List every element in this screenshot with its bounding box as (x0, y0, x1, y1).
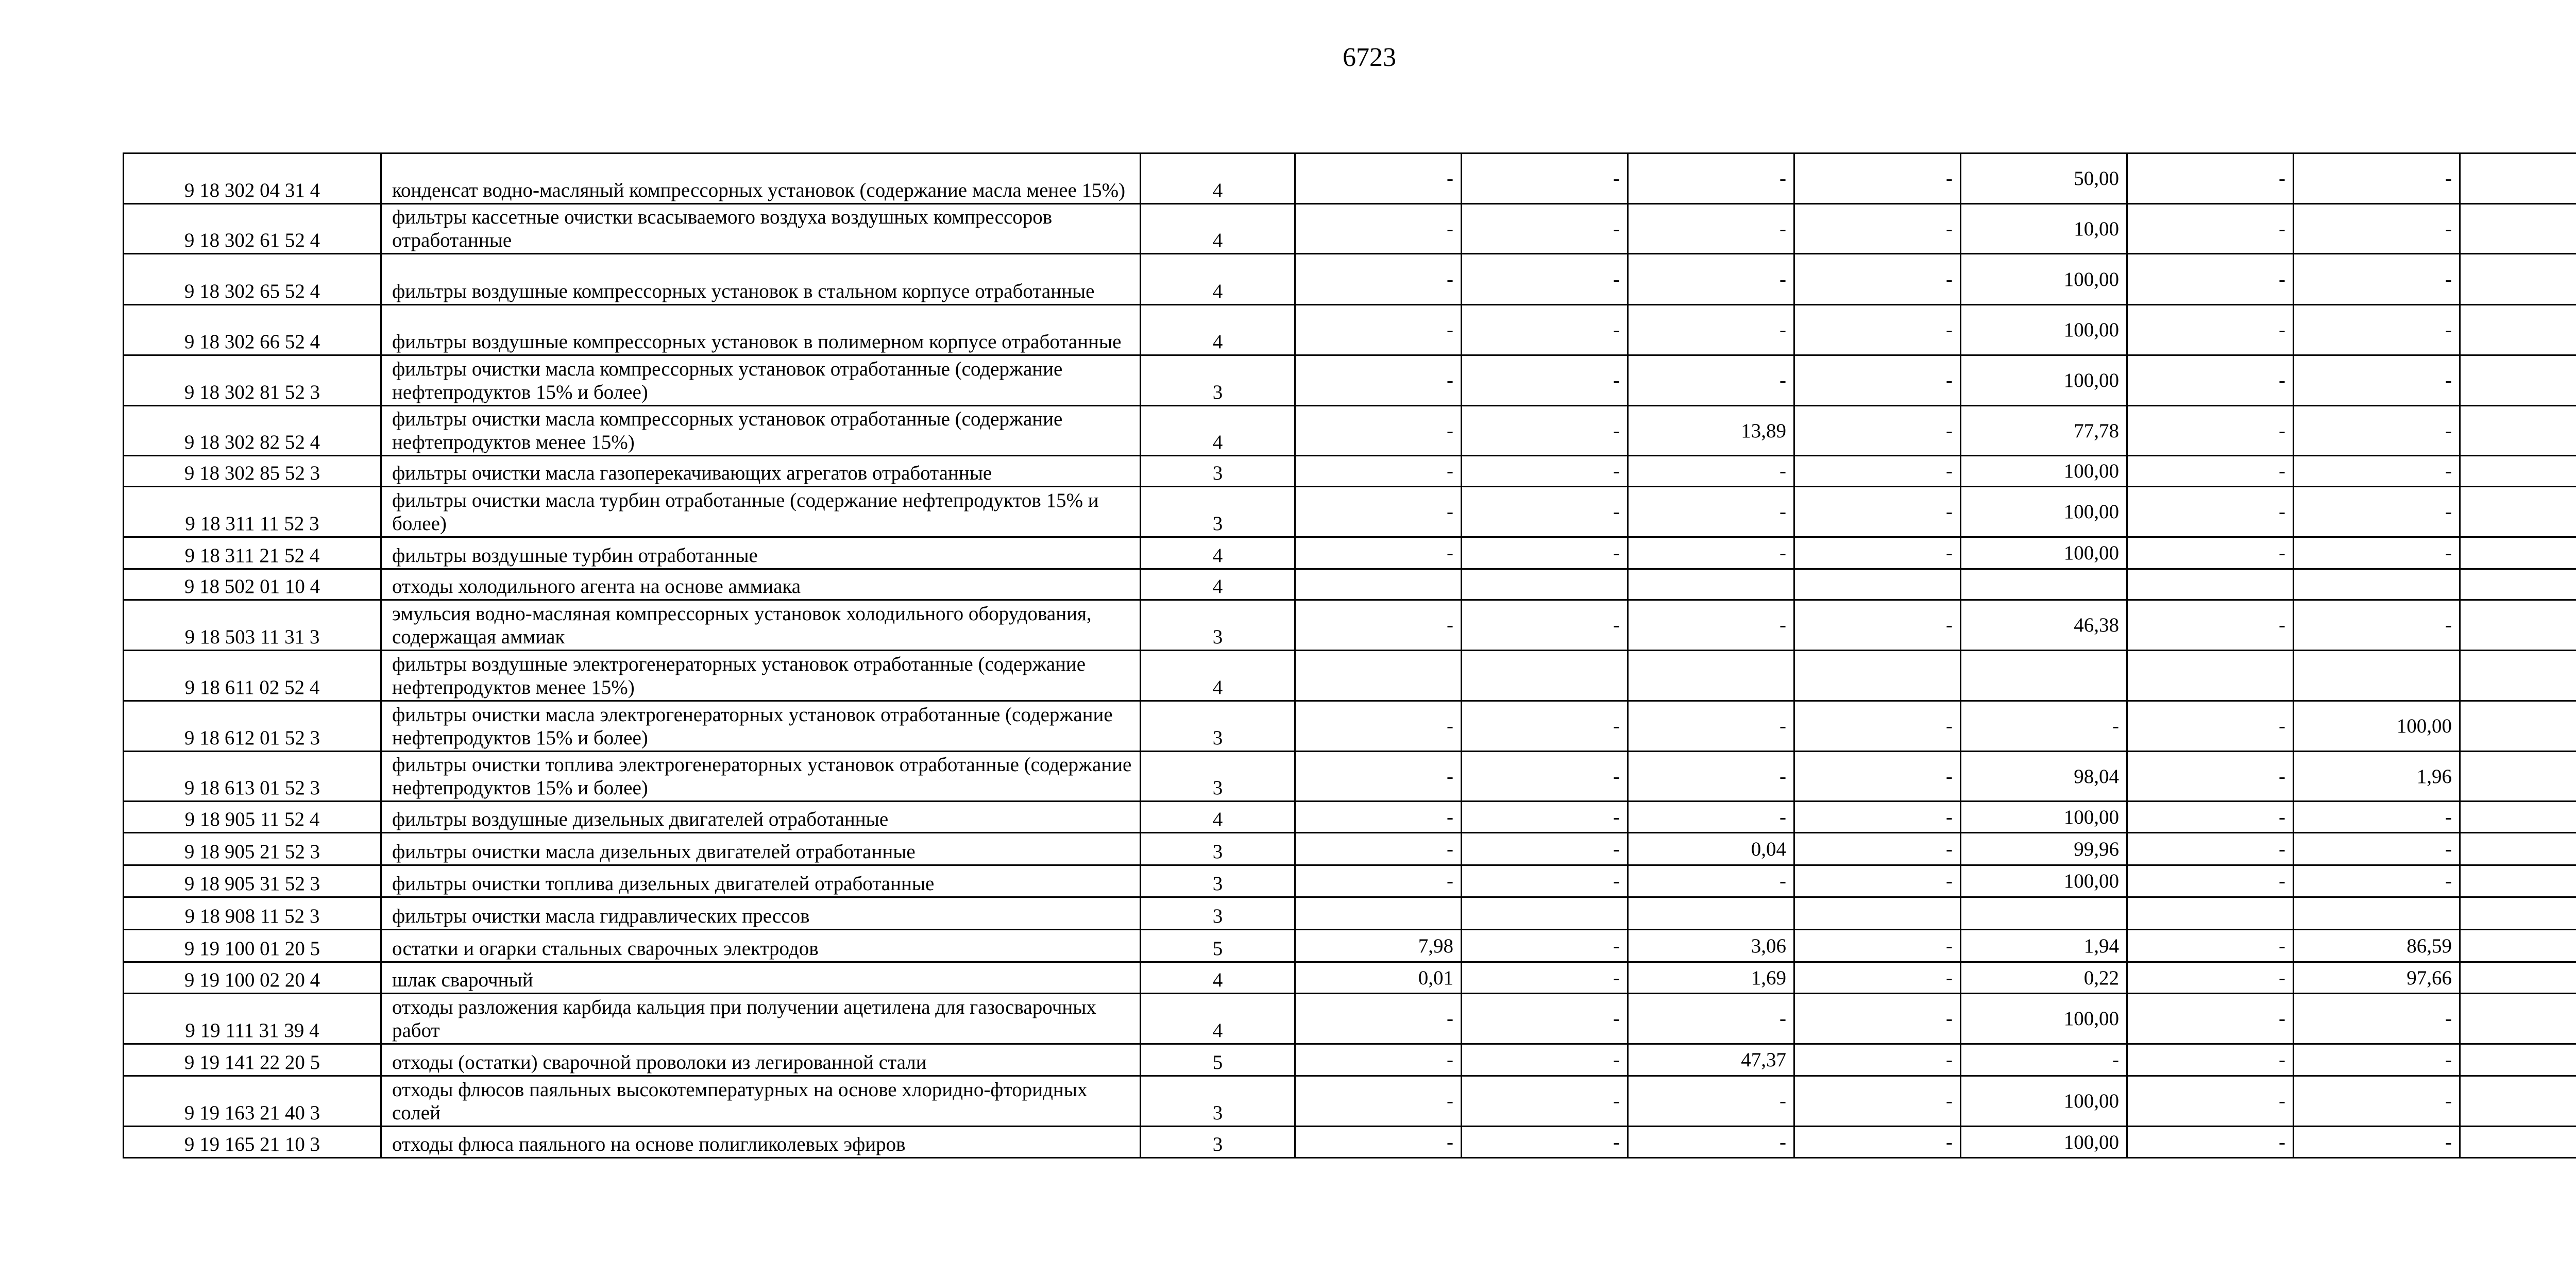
waste-name-cell: фильтры воздушные дизельных двигателей отработанные (381, 802, 1141, 833)
value-cell: - (2294, 1127, 2460, 1158)
value-cell: 100,00 (1961, 1127, 2127, 1158)
value-cell: - (1961, 701, 2127, 752)
hazard-class-cell: 3 (1141, 456, 1295, 487)
value-cell: - (1794, 154, 1961, 204)
waste-name-cell: фильтры очистки топлива дизельных двигателей отработанные (381, 865, 1141, 897)
page-number: 6723 (1343, 43, 1396, 72)
hazard-class-cell: 4 (1141, 962, 1295, 994)
value-cell: 100,00 (1961, 802, 2127, 833)
table-row (124, 833, 2576, 865)
waste-name-cell: фильтры воздушные турбин отработанные (381, 537, 1141, 569)
table-row (124, 600, 2576, 651)
value-cell: - (2294, 802, 2460, 833)
hazard-class-cell: 5 (1141, 1044, 1295, 1076)
hazard-class-cell: 4 (1141, 994, 1295, 1044)
value-cell: - (1462, 994, 1628, 1044)
value-cell: - (1794, 254, 1961, 305)
value-cell: - (1462, 1044, 1628, 1076)
value-cell: 100,00 (1961, 487, 2127, 537)
value-cell (2460, 865, 2576, 897)
waste-name-cell: фильтры кассетные очистки всасываемого воздуха воздушных компрессоров отработанные (381, 204, 1141, 254)
value-cell: - (1794, 537, 1961, 569)
value-cell: 10,00 (1961, 204, 2127, 254)
value-cell: - (1794, 456, 1961, 487)
value-cell: - (1794, 962, 1961, 994)
waste-name-cell: отходы флюса паяльного на основе полигликолевых эфиров (381, 1127, 1141, 1158)
value-cell: 47,37 (1628, 1044, 1794, 1076)
waste-code-cell: 9 18 311 11 52 3 (124, 487, 381, 537)
value-cell: - (1462, 865, 1628, 897)
value-cell: - (1794, 1127, 1961, 1158)
waste-code-cell: 9 18 302 81 52 3 (124, 355, 381, 406)
value-cell: - (1295, 487, 1462, 537)
value-cell: 46,38 (1961, 600, 2127, 651)
value-cell: - (2294, 254, 2460, 305)
waste-name-cell: фильтры воздушные компрессорных установок в стальном корпусе отработанные (381, 254, 1141, 305)
table-row (124, 994, 2576, 1044)
table-row (124, 406, 2576, 456)
value-cell: - (1794, 994, 1961, 1044)
value-cell: - (2127, 537, 2294, 569)
value-cell: - (1462, 600, 1628, 651)
waste-name-cell: фильтры очистки масла газоперекачивающих агрегатов отработанные (381, 456, 1141, 487)
value-cell: - (1628, 305, 1794, 355)
value-cell: - (2294, 305, 2460, 355)
waste-code-cell: 9 18 503 11 31 3 (124, 600, 381, 651)
value-cell: - (2127, 487, 2294, 537)
value-cell: - (1462, 305, 1628, 355)
table-row (124, 930, 2576, 962)
value-cell: - (2294, 204, 2460, 254)
value-cell: 0,01 (1295, 962, 1462, 994)
value-cell: - (2127, 406, 2294, 456)
value-cell (2127, 651, 2294, 701)
value-cell: - (1462, 254, 1628, 305)
value-cell: - (1295, 305, 1462, 355)
value-cell: 13,89 (1628, 406, 1794, 456)
value-cell: 7,98 (1295, 930, 1462, 962)
value-cell: 100,00 (1961, 994, 2127, 1044)
value-cell: - (1295, 833, 1462, 865)
waste-code-cell: 9 18 612 01 52 3 (124, 701, 381, 752)
value-cell: - (1295, 204, 1462, 254)
waste-code-cell: 9 18 502 01 10 4 (124, 569, 381, 600)
hazard-class-cell: 3 (1141, 600, 1295, 651)
value-cell (2460, 994, 2576, 1044)
value-cell: - (1462, 752, 1628, 802)
value-cell: - (1462, 355, 1628, 406)
table-row (124, 487, 2576, 537)
waste-name-cell: отходы разложения карбида кальция при получении ацетилена для газосварочных работ (381, 994, 1141, 1044)
waste-code-cell: 9 18 611 02 52 4 (124, 651, 381, 701)
hazard-class-cell: 3 (1141, 355, 1295, 406)
table-row (124, 865, 2576, 897)
value-cell: - (2127, 600, 2294, 651)
value-cell: - (1628, 994, 1794, 1044)
value-cell: - (1628, 1076, 1794, 1127)
table-row (124, 651, 2576, 701)
value-cell (2460, 701, 2576, 752)
value-cell: - (2127, 701, 2294, 752)
value-cell: 3,06 (1628, 930, 1794, 962)
value-cell: - (2294, 994, 2460, 1044)
waste-code-cell: 9 19 163 21 40 3 (124, 1076, 381, 1127)
value-cell (2460, 752, 2576, 802)
value-cell: - (2127, 204, 2294, 254)
value-cell: - (2294, 154, 2460, 204)
value-cell: - (1295, 802, 1462, 833)
value-cell: - (1794, 600, 1961, 651)
value-cell (2294, 651, 2460, 701)
value-cell: - (2294, 537, 2460, 569)
value-cell (1794, 897, 1961, 930)
value-cell: - (2294, 355, 2460, 406)
table-row (124, 1044, 2576, 1076)
table-row (124, 154, 2576, 204)
waste-name-cell: эмульсия водно-масляная компрессорных установок холодильного оборудования, содержащая аммиак (381, 600, 1141, 651)
hazard-class-cell: 4 (1141, 537, 1295, 569)
value-cell: 97,66 (2294, 962, 2460, 994)
value-cell: - (1295, 154, 1462, 204)
table-row (124, 962, 2576, 994)
waste-name-cell: шлак сварочный (381, 962, 1141, 994)
value-cell (2460, 537, 2576, 569)
waste-code-cell: 9 18 311 21 52 4 (124, 537, 381, 569)
value-cell: - (2127, 994, 2294, 1044)
value-cell (1961, 651, 2127, 701)
value-cell: - (2127, 1044, 2294, 1076)
hazard-class-cell: 3 (1141, 701, 1295, 752)
value-cell: - (1794, 930, 1961, 962)
value-cell: 100,00 (1961, 865, 2127, 897)
value-cell (1295, 651, 1462, 701)
value-cell: 0,04 (1628, 833, 1794, 865)
table-row (124, 254, 2576, 305)
value-cell: - (1295, 600, 1462, 651)
waste-name-cell: конденсат водно-масляный компрессорных установок (содержание масла менее 15%) (381, 154, 1141, 204)
value-cell: - (1961, 1044, 2127, 1076)
hazard-class-cell: 3 (1141, 897, 1295, 930)
waste-name-cell: остатки и огарки стальных сварочных электродов (381, 930, 1141, 962)
waste-code-cell: 9 19 141 22 20 5 (124, 1044, 381, 1076)
value-cell (1295, 569, 1462, 600)
hazard-class-cell: 4 (1141, 154, 1295, 204)
hazard-class-cell: 4 (1141, 254, 1295, 305)
table-row (124, 1127, 2576, 1158)
value-cell: - (2127, 802, 2294, 833)
value-cell (2460, 833, 2576, 865)
value-cell (2460, 204, 2576, 254)
value-cell (2460, 1076, 2576, 1127)
value-cell: - (1462, 406, 1628, 456)
value-cell: - (1462, 487, 1628, 537)
hazard-class-cell: 5 (1141, 930, 1295, 962)
value-cell (2460, 154, 2576, 204)
value-cell (2460, 600, 2576, 651)
value-cell: - (1794, 752, 1961, 802)
value-cell: 1,96 (2294, 752, 2460, 802)
waste-name-cell: фильтры очистки масла электрогенераторных установок отработанные (содержание нефтепродуктов 15% и более) (381, 701, 1141, 752)
hazard-class-cell: 3 (1141, 487, 1295, 537)
value-cell: - (2127, 930, 2294, 962)
value-cell: - (1628, 355, 1794, 406)
value-cell: - (1628, 204, 1794, 254)
value-cell (2460, 254, 2576, 305)
value-cell (2460, 1127, 2576, 1158)
value-cell: - (2294, 487, 2460, 537)
table-row (124, 897, 2576, 930)
value-cell (1295, 897, 1462, 930)
value-cell: - (2294, 600, 2460, 651)
table-row (124, 1076, 2576, 1127)
table-row (124, 802, 2576, 833)
waste-name-cell: отходы флюсов паяльных высокотемпературных на основе хлоридно-фторидных солей (381, 1076, 1141, 1127)
value-cell: - (1295, 355, 1462, 406)
waste-name-cell: фильтры очистки масла турбин отработанные (содержание нефтепродуктов 15% и более) (381, 487, 1141, 537)
value-cell: - (1462, 204, 1628, 254)
value-cell: - (1462, 833, 1628, 865)
value-cell: - (1462, 802, 1628, 833)
waste-name-cell: фильтры очистки топлива электрогенераторных установок отработанные (содержание нефтепродуктов 15% и более) (381, 752, 1141, 802)
value-cell: 100,00 (1961, 456, 2127, 487)
value-cell: - (1295, 1127, 1462, 1158)
value-cell (2127, 897, 2294, 930)
waste-code-cell: 9 19 100 01 20 5 (124, 930, 381, 962)
table-row (124, 456, 2576, 487)
waste-code-cell: 9 18 302 82 52 4 (124, 406, 381, 456)
waste-table (123, 152, 2576, 1158)
value-cell: - (1462, 154, 1628, 204)
value-cell (2460, 355, 2576, 406)
value-cell: - (1794, 406, 1961, 456)
value-cell (1628, 897, 1794, 930)
waste-name-cell: фильтры воздушные электрогенераторных установок отработанные (содержание нефтепродуктов менее 15%) (381, 651, 1141, 701)
table-body (124, 154, 2576, 1158)
value-cell: - (2294, 406, 2460, 456)
value-cell: - (1794, 865, 1961, 897)
value-cell: - (1794, 1076, 1961, 1127)
hazard-class-cell: 4 (1141, 651, 1295, 701)
value-cell: - (1462, 1127, 1628, 1158)
hazard-class-cell: 3 (1141, 865, 1295, 897)
value-cell (2460, 456, 2576, 487)
value-cell: - (1295, 1044, 1462, 1076)
waste-code-cell: 9 18 302 61 52 4 (124, 204, 381, 254)
value-cell: - (1462, 456, 1628, 487)
value-cell (2127, 569, 2294, 600)
value-cell (2460, 962, 2576, 994)
value-cell: - (1462, 537, 1628, 569)
waste-code-cell: 9 19 100 02 20 4 (124, 962, 381, 994)
value-cell: - (1462, 1076, 1628, 1127)
value-cell: - (1462, 930, 1628, 962)
value-cell: - (1295, 752, 1462, 802)
hazard-class-cell: 3 (1141, 752, 1295, 802)
waste-code-cell: 9 18 302 65 52 4 (124, 254, 381, 305)
waste-name-cell: фильтры очистки масла гидравлических прессов (381, 897, 1141, 930)
value-cell: - (1628, 701, 1794, 752)
hazard-class-cell: 3 (1141, 1127, 1295, 1158)
value-cell: - (1628, 456, 1794, 487)
table-row (124, 569, 2576, 600)
value-cell: 100,00 (1961, 305, 2127, 355)
value-cell: - (1295, 994, 1462, 1044)
waste-name-cell: отходы холодильного агента на основе аммиака (381, 569, 1141, 600)
value-cell: - (1628, 537, 1794, 569)
value-cell: - (2294, 1044, 2460, 1076)
value-cell: - (2127, 865, 2294, 897)
value-cell: - (1628, 600, 1794, 651)
value-cell: - (1794, 701, 1961, 752)
value-cell: - (2127, 456, 2294, 487)
value-cell: - (2294, 865, 2460, 897)
value-cell: - (1295, 456, 1462, 487)
value-cell (2460, 897, 2576, 930)
value-cell: 1,94 (1961, 930, 2127, 962)
table-row (124, 701, 2576, 752)
value-cell: - (1794, 305, 1961, 355)
waste-code-cell: 9 18 905 31 52 3 (124, 865, 381, 897)
value-cell (2460, 569, 2576, 600)
value-cell: - (2294, 1076, 2460, 1127)
value-cell (2460, 305, 2576, 355)
value-cell: - (1462, 701, 1628, 752)
hazard-class-cell: 4 (1141, 305, 1295, 355)
table-row (124, 537, 2576, 569)
waste-code-cell: 9 18 908 11 52 3 (124, 897, 381, 930)
value-cell: 100,00 (1961, 355, 2127, 406)
value-cell: - (2294, 833, 2460, 865)
waste-code-cell: 9 18 302 66 52 4 (124, 305, 381, 355)
value-cell: - (1628, 865, 1794, 897)
waste-code-cell: 9 18 302 85 52 3 (124, 456, 381, 487)
value-cell (2460, 487, 2576, 537)
value-cell: 100,00 (2294, 701, 2460, 752)
value-cell: - (2127, 305, 2294, 355)
value-cell (1961, 897, 2127, 930)
value-cell: 100,00 (1961, 537, 2127, 569)
value-cell: - (2127, 752, 2294, 802)
value-cell: 0,22 (1961, 962, 2127, 994)
value-cell (1628, 569, 1794, 600)
hazard-class-cell: 4 (1141, 204, 1295, 254)
value-cell (2294, 897, 2460, 930)
value-cell: - (2127, 1076, 2294, 1127)
value-cell: - (2294, 456, 2460, 487)
waste-code-cell: 9 19 111 31 39 4 (124, 994, 381, 1044)
value-cell: 50,00 (1961, 154, 2127, 204)
value-cell (2460, 406, 2576, 456)
waste-code-cell: 9 18 905 11 52 4 (124, 802, 381, 833)
value-cell (1628, 651, 1794, 701)
value-cell (2460, 930, 2576, 962)
value-cell: - (1462, 962, 1628, 994)
value-cell: - (2127, 355, 2294, 406)
value-cell (1462, 569, 1628, 600)
value-cell: - (1628, 254, 1794, 305)
value-cell: 1,69 (1628, 962, 1794, 994)
hazard-class-cell: 4 (1141, 406, 1295, 456)
value-cell: - (1628, 802, 1794, 833)
value-cell: - (1295, 406, 1462, 456)
value-cell (1961, 569, 2127, 600)
value-cell (1794, 569, 1961, 600)
value-cell: - (2127, 833, 2294, 865)
value-cell: 86,59 (2294, 930, 2460, 962)
value-cell: - (1794, 833, 1961, 865)
hazard-class-cell: 3 (1141, 1076, 1295, 1127)
table-row (124, 204, 2576, 254)
value-cell: - (1794, 1044, 1961, 1076)
value-cell: - (2127, 254, 2294, 305)
value-cell: 99,96 (1961, 833, 2127, 865)
waste-name-cell: фильтры воздушные компрессорных установок в полимерном корпусе отработанные (381, 305, 1141, 355)
value-cell: - (1295, 1076, 1462, 1127)
value-cell: - (1295, 254, 1462, 305)
waste-name-cell: фильтры очистки масла дизельных двигателей отработанные (381, 833, 1141, 865)
value-cell: - (1295, 701, 1462, 752)
value-cell (2460, 802, 2576, 833)
value-cell (1462, 651, 1628, 701)
table-row (124, 305, 2576, 355)
hazard-class-cell: 4 (1141, 802, 1295, 833)
value-cell: - (1628, 1127, 1794, 1158)
value-cell: 100,00 (1961, 254, 2127, 305)
waste-code-cell: 9 19 165 21 10 3 (124, 1127, 381, 1158)
value-cell (1794, 651, 1961, 701)
waste-code-cell: 9 18 302 04 31 4 (124, 154, 381, 204)
value-cell (2460, 651, 2576, 701)
value-cell: - (2127, 962, 2294, 994)
waste-name-cell: фильтры очистки масла компрессорных установок отработанные (содержание нефтепродуктов 15% и более) (381, 355, 1141, 406)
waste-code-cell: 9 18 905 21 52 3 (124, 833, 381, 865)
waste-code-cell: 9 18 613 01 52 3 (124, 752, 381, 802)
value-cell: - (1628, 487, 1794, 537)
value-cell: 100,00 (1961, 1076, 2127, 1127)
value-cell (1462, 897, 1628, 930)
table-row (124, 355, 2576, 406)
hazard-class-cell: 3 (1141, 833, 1295, 865)
value-cell: - (1794, 802, 1961, 833)
value-cell: - (2127, 1127, 2294, 1158)
value-cell: - (1295, 537, 1462, 569)
value-cell: - (1628, 752, 1794, 802)
value-cell: - (1794, 487, 1961, 537)
value-cell: 98,04 (1961, 752, 2127, 802)
hazard-class-cell: 4 (1141, 569, 1295, 600)
waste-name-cell: фильтры очистки масла компрессорных установок отработанные (содержание нефтепродуктов менее 15%) (381, 406, 1141, 456)
table-row (124, 752, 2576, 802)
waste-name-cell: отходы (остатки) сварочной проволоки из легированной стали (381, 1044, 1141, 1076)
value-cell (2294, 569, 2460, 600)
value-cell: - (1794, 355, 1961, 406)
value-cell: 77,78 (1961, 406, 2127, 456)
value-cell: - (1794, 204, 1961, 254)
value-cell: - (1628, 154, 1794, 204)
value-cell: - (1295, 865, 1462, 897)
value-cell: - (2127, 154, 2294, 204)
value-cell (2460, 1044, 2576, 1076)
